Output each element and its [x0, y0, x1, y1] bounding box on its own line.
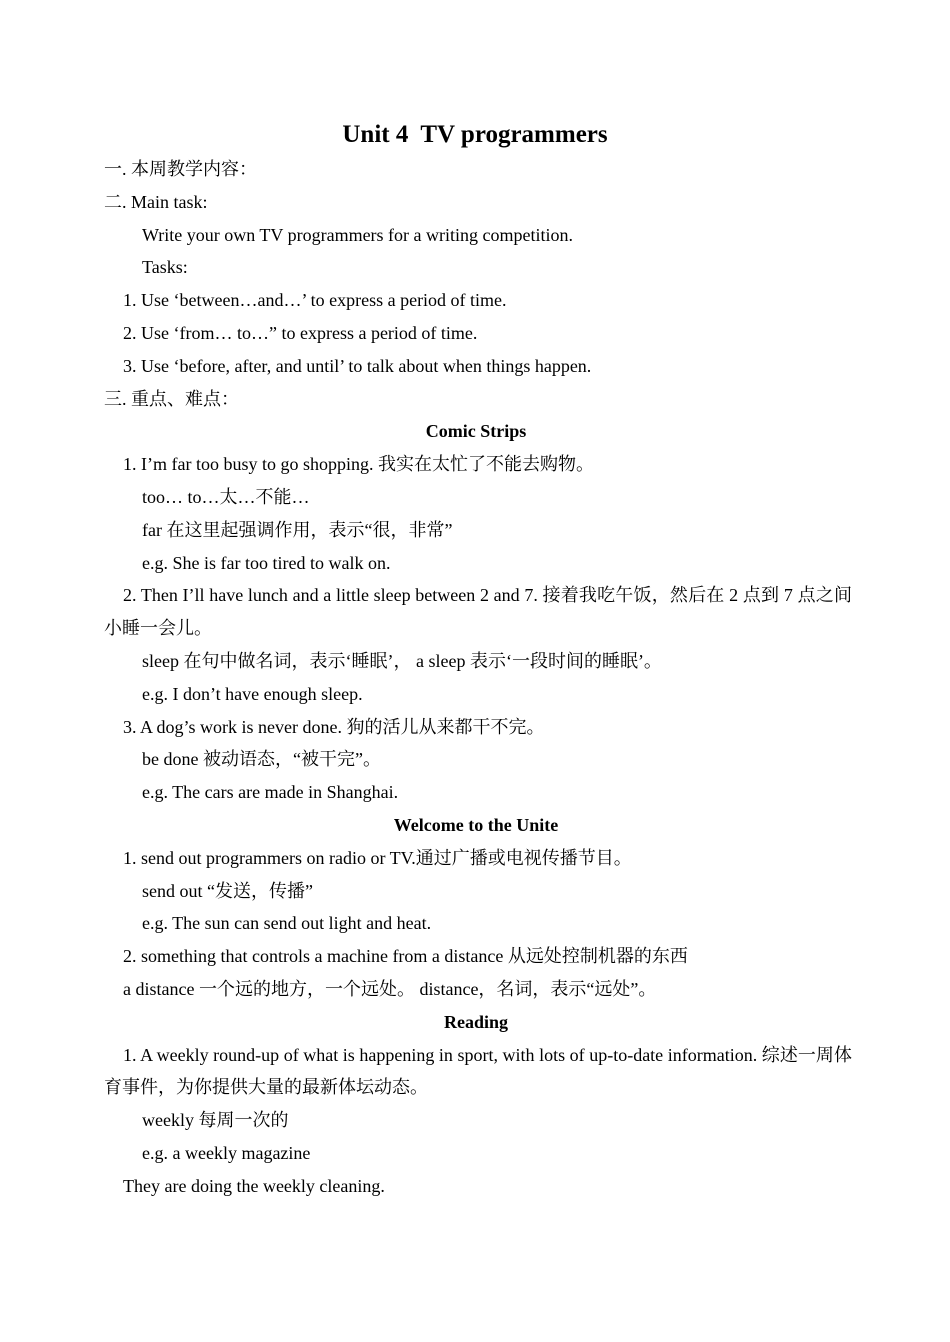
text-line: 2. Then I’ll have lunch and a little sleep between 2 and 7. 接着我吃午饭，然后在 2 点到 7 点之间小睡一会儿。: [104, 585, 852, 639]
text-line: far 在这里起强调作用，表示“很，非常”: [142, 519, 453, 540]
text-line: Tasks:: [142, 257, 188, 278]
text-line: 2. Use ‘from… to…” to express a period of time.: [123, 322, 478, 343]
text-line: 三. 重点、难点：: [104, 388, 239, 409]
text-line: 1. Use ‘between…and…’ to express a period of time.: [123, 290, 507, 311]
text-line: 3. A dog’s work is never done. 狗的活儿从来都干不完。: [123, 716, 545, 737]
text-line: send out “发送，传播”: [142, 880, 313, 901]
text-line: 3. Use ‘before, after, and until’ to talk about when things happen.: [123, 355, 592, 376]
text-line: 一. 本周教学内容：: [104, 159, 257, 179]
text-line: 1. I’m far too busy to go shopping. 我实在太忙了不能去购物。: [123, 454, 594, 475]
section-heading: Reading: [443, 1011, 508, 1032]
text-line: e.g. I don’t have enough sleep.: [142, 683, 363, 704]
text-line: 1. A weekly round-up of what is happening in sport, with lots of up-to-date information. 综述一周体育事件，为你提供大量的最新体坛动态。: [104, 1044, 852, 1098]
text-line: They are doing the weekly cleaning.: [123, 1175, 385, 1196]
text-line: e.g. She is far too tired to walk on.: [142, 552, 391, 573]
text-line: weekly 每周一次的: [142, 1110, 289, 1131]
text-line: e.g. The cars are made in Shanghai.: [142, 782, 399, 803]
text-line: too… to…太…不能…: [142, 486, 310, 507]
text-line: be done 被动语态，“被干完”。: [142, 749, 381, 770]
section-heading: Welcome to the Unite: [393, 814, 559, 835]
text-line: 1. send out programmers on radio or TV.通过广播或电视传播节目。: [123, 847, 632, 868]
text-line: Write your own TV programmers for a writing competition.: [142, 224, 574, 245]
section-heading: Comic Strips: [425, 421, 527, 442]
text-line: 2. something that controls a machine from a distance 从远处控制机器的东西: [123, 946, 688, 967]
text-line: e.g. a weekly magazine: [142, 1142, 311, 1163]
text-line: 二. Main task:: [104, 191, 208, 212]
text-line: e.g. The sun can send out light and heat.: [142, 913, 432, 934]
text-line: sleep 在句中做名词，表示‘睡眠’， a sleep 表示‘一段时间的睡眠’。: [142, 650, 662, 671]
text-line: a distance 一个远的地方，一个远处。 distance，名词，表示“远处”。: [123, 978, 657, 999]
document-title: Unit 4 TV programmers: [342, 121, 608, 148]
document-body: [104, 153, 852, 1203]
